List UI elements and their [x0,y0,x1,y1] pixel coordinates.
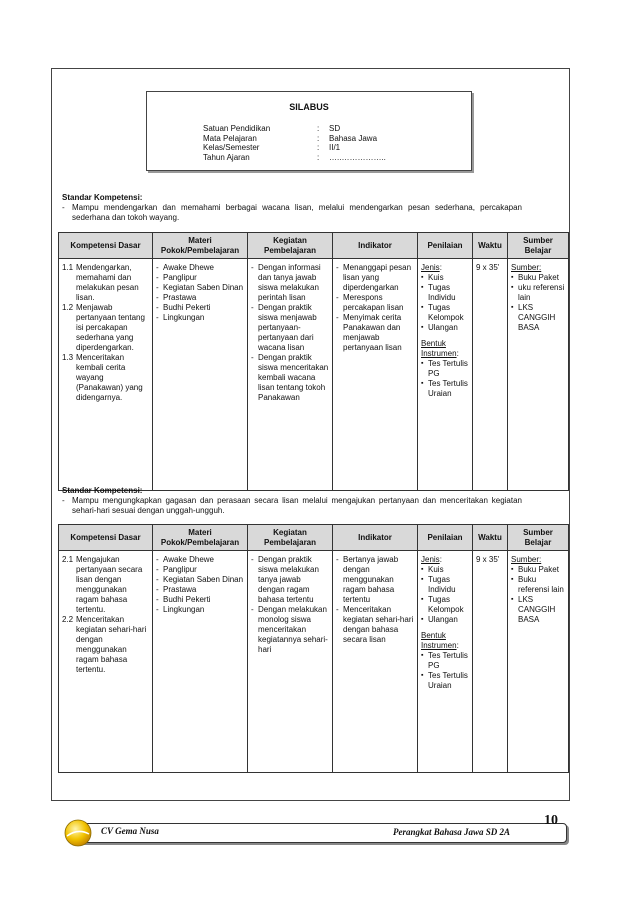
list-item: ▪ Ulangan [421,615,469,625]
list-item: - Awake Dhewe [156,263,244,273]
table-row [59,551,569,773]
col-penilaian: Penilaian [418,525,473,551]
list-item: - Prastawa [156,293,244,303]
col-materi: Materi Pokok/Pembelajaran [153,233,248,259]
footer-bar [78,823,567,843]
penilaian-cell: Jenis: ▪ Kuis ▪ Tugas Individu ▪ Tugas Kelompok ▪ Ulangan Bentuk Instrumen: ▪ Tes Tertulis PG ▪ Tes Tertulis Uraian [418,551,473,773]
list-item: - Lingkungan [156,605,244,615]
list-item: ▪ Tes Tertulis Uraian [421,671,469,691]
page-footer [60,815,570,853]
list-item: - Merespons percakapan lisan [336,293,414,313]
list-item: - Dengan melakukan monolog siswa menceritakan kegiatannya sehari-hari [251,605,329,655]
list-item: ▪ Buku referensi lain [511,575,565,595]
col-kegiatan: Kegiatan Pembelajaran [248,525,333,551]
list-item: ▪ Tes Tertulis Uraian [421,379,469,399]
sumber-cell: Sumber: ▪ Buku Paket ▪ Buku referensi lain ▪ LKS CANGGIH BASA [508,551,569,773]
document-title: Perangkat Bahasa Jawa SD 2A [392,827,510,837]
syllabus-table-2 [58,524,569,773]
list-item: - Dengan praktik siswa menjawab pertanyaan-pertanyaan dari wacana lisan [251,303,329,353]
indikator-cell [333,551,418,773]
list-item: - Budhi Pekerti [156,595,244,605]
list-item: ▪ Tugas Individu [421,283,469,303]
list-item: - Menyimak cerita Panakawan dan menjawab pertanyaan lisan [336,313,414,353]
col-indikator: Indikator [333,233,418,259]
list-item: ▪ Ulangan [421,323,469,333]
col-materi: Materi Pokok/Pembelajaran [153,525,248,551]
list-item: ▪ Tugas Kelompok [421,595,469,615]
col-waktu: Waktu [473,233,508,259]
meta-row: Satuan Pendidikan : SD [203,124,341,133]
kd-cell [59,551,153,773]
table-header-row [59,233,569,259]
list-item: 1.1 Mendengarkan, memahami dan melakukan pesan lisan. [62,263,139,302]
list-item: - Menanggapi pesan lisan yang diperdengarkan [336,263,414,293]
list-item: - Budhi Pekerti [156,303,244,313]
list-item: - Panglipur [156,565,244,575]
list-item: - Kegiatan Saben Dinan [156,283,244,293]
col-kd: Kompetensi Dasar [59,233,153,259]
list-item: 1.3 Menceritakan kembali cerita wayang (Panakawan) yang didengarnya. [62,353,143,402]
materi-cell [153,551,248,773]
table-header-row [59,525,569,551]
list-item: - Kegiatan Saben Dinan [156,575,244,585]
kegiatan-cell [248,551,333,773]
list-item: ▪ Tes Tertulis PG [421,359,469,379]
page-number: 10 [544,813,558,828]
list-item: 1.2 Menjawab pertanyaan tentang isi percakapan sederhana yang diperdengarkan. [62,303,145,352]
indikator-cell [333,259,418,491]
list-item: ▪ Buku Paket [511,273,565,283]
list-item: - Panglipur [156,273,244,283]
list-item: - Prastawa [156,585,244,595]
list-item: 2.2 Menceritakan kegiatan sehari-hari dengan menggunakan ragam bahasa tertentu. [62,615,147,674]
list-item: ▪ Kuis [421,273,469,283]
list-item: ▪ LKS CANGGIH BASA [511,303,565,333]
list-item: - Menceritakan kegiatan sehari-hari dengan bahasa secara lisan [336,605,414,645]
list-item: ▪ LKS CANGGIH BASA [511,595,565,625]
penilaian-cell: Jenis: ▪ Kuis ▪ Tugas Individu ▪ Tugas Kelompok ▪ Ulangan Bentuk Instrumen: ▪ Tes Tertulis PG ▪ Tes Tertulis Uraian [418,259,473,491]
meta-row: Kelas/Semester : II/1 [203,143,341,152]
col-waktu: Waktu [473,525,508,551]
list-item: ▪ Buku Paket [511,565,565,575]
standar-kompetensi-1: Standar Kompetensi: - Mampu mendengarkan dan memahami berbagai wacana lisan, melalui mendengarkan pesan sederhana, percakapan sederhana dan tokoh wayang. [62,193,522,222]
page-title: SILABUS [289,102,329,112]
kd-cell [59,259,153,491]
list-item: - Awake Dhewe [156,555,244,565]
list-item: - Dengan praktik siswa melakukan tanya jawab dengan ragam bahasa tertentu [251,555,329,605]
col-indikator: Indikator [333,525,418,551]
waktu-cell: 9 x 35' [473,551,508,773]
materi-cell [153,259,248,491]
list-item: ▪ Tes Tertulis PG [421,651,469,671]
list-item: 2.1 Mengajukan pertanyaan secara lisan dengan menggunakan ragam bahasa tertentu. [62,555,143,614]
meta-row: Mata Pelajaran : Bahasa Jawa [203,133,378,143]
waktu-cell: 9 x 35' [473,259,508,491]
list-item: ▪ Tugas Kelompok [421,303,469,323]
syllabus-meta [203,124,386,162]
col-kegiatan: Kegiatan Pembelajaran [248,233,333,259]
meta-row: Tahun Ajaran : …..…………….. [203,152,386,162]
col-sumber: Sumber Belajar [508,525,569,551]
company-name: CV Gema Nusa [101,826,159,836]
list-item: - Dengan informasi dan tanya jawab siswa melakukan perintah lisan [251,263,329,303]
syllabus-table-1 [58,232,569,491]
col-penilaian: Penilaian [418,233,473,259]
list-item: ▪ uku referensi lain [511,283,565,303]
list-item: ▪ Kuis [421,565,469,575]
col-kd: Kompetensi Dasar [59,525,153,551]
list-item: - Lingkungan [156,313,244,323]
table-row [59,259,569,491]
list-item: ▪ Tugas Individu [421,575,469,595]
sun-logo-icon [63,818,93,848]
list-item: - Bertanya jawab dengan menggunakan ragam bahasa tertentu [336,555,414,605]
syllabus-header [146,91,472,171]
kegiatan-cell [248,259,333,491]
list-item: - Dengan praktik siswa menceritakan kembali wacana lisan tentang tokoh Panakawan [251,353,329,403]
col-sumber: Sumber Belajar [508,233,569,259]
sumber-cell: Sumber: ▪ Buku Paket ▪ uku referensi lain ▪ LKS CANGGIH BASA [508,259,569,491]
standar-kompetensi-2: Standar Kompetensi: - Mampu mengungkapkan gagasan dan perasaan secara lisan melalui mengajukan pertanyaan dan menceritakan kegiatan sehari-hari sesuai dengan unggah-ungguh. [62,486,522,515]
